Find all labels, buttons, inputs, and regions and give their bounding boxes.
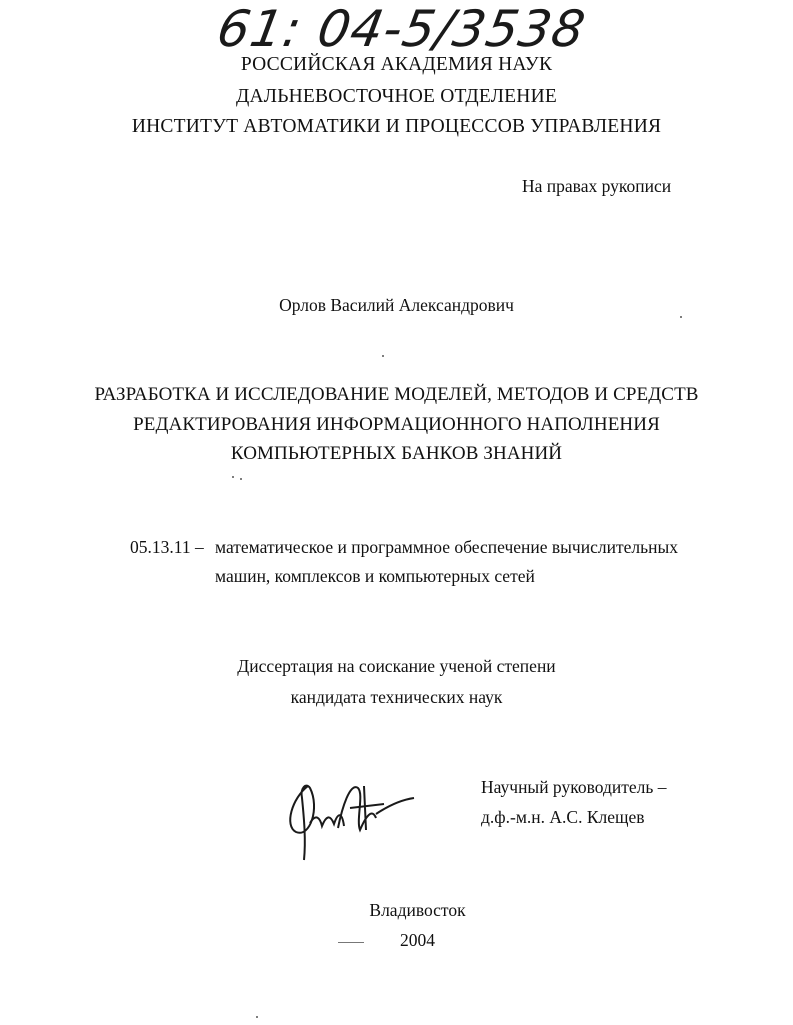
supervisor-name: д.ф.-м.н. А.С. Клещев <box>481 807 645 827</box>
scan-dash <box>338 942 364 943</box>
manuscript-rights: На правах рукописи <box>522 176 672 196</box>
specialty-line-2: машин, комплексов и компьютерных сетей <box>215 566 535 586</box>
footer-year: 2004 <box>400 930 435 950</box>
scan-speck <box>232 476 234 478</box>
title-line-3: КОМПЬЮТЕРНЫХ БАНКОВ ЗНАНИЙ <box>230 443 563 464</box>
supervisor-label: Научный руководитель – <box>481 777 667 797</box>
scan-speck <box>240 478 242 480</box>
header-institute: ИНСТИТУТ АВТОМАТИКИ И ПРОЦЕССОВ УПРАВЛЕНИЯ <box>131 116 662 137</box>
footer-city: Владивосток <box>369 900 466 920</box>
title-line-1: РАЗРАБОТКА И ИССЛЕДОВАНИЕ МОДЕЛЕЙ, МЕТОДОВ И СРЕДСТВ <box>94 384 699 405</box>
author-signature <box>280 768 420 868</box>
header-branch: ДАЛЬНЕВОСТОЧНОЕ ОТДЕЛЕНИЕ <box>236 86 557 107</box>
author-name: Орлов Василий Александрович <box>279 295 514 315</box>
scan-speck <box>680 316 682 318</box>
header-academy: РОССИЙСКАЯ АКАДЕМИЯ НАУК <box>240 54 553 75</box>
title-line-2: РЕДАКТИРОВАНИЯ ИНФОРМАЦИОННОГО НАПОЛНЕНИЯ <box>133 414 660 435</box>
handwritten-stamp-number: 61: 04-5/3538 <box>212 0 591 58</box>
specialty-code: 05.13.11 – <box>130 537 204 557</box>
specialty-line-1: математическое и программное обеспечение вычислительных <box>215 537 678 557</box>
scan-speck <box>256 1016 258 1018</box>
degree-line-2: кандидата технических наук <box>290 687 503 707</box>
scan-speck <box>382 355 384 357</box>
degree-line-1: Диссертация на соискание ученой степени <box>237 656 556 676</box>
